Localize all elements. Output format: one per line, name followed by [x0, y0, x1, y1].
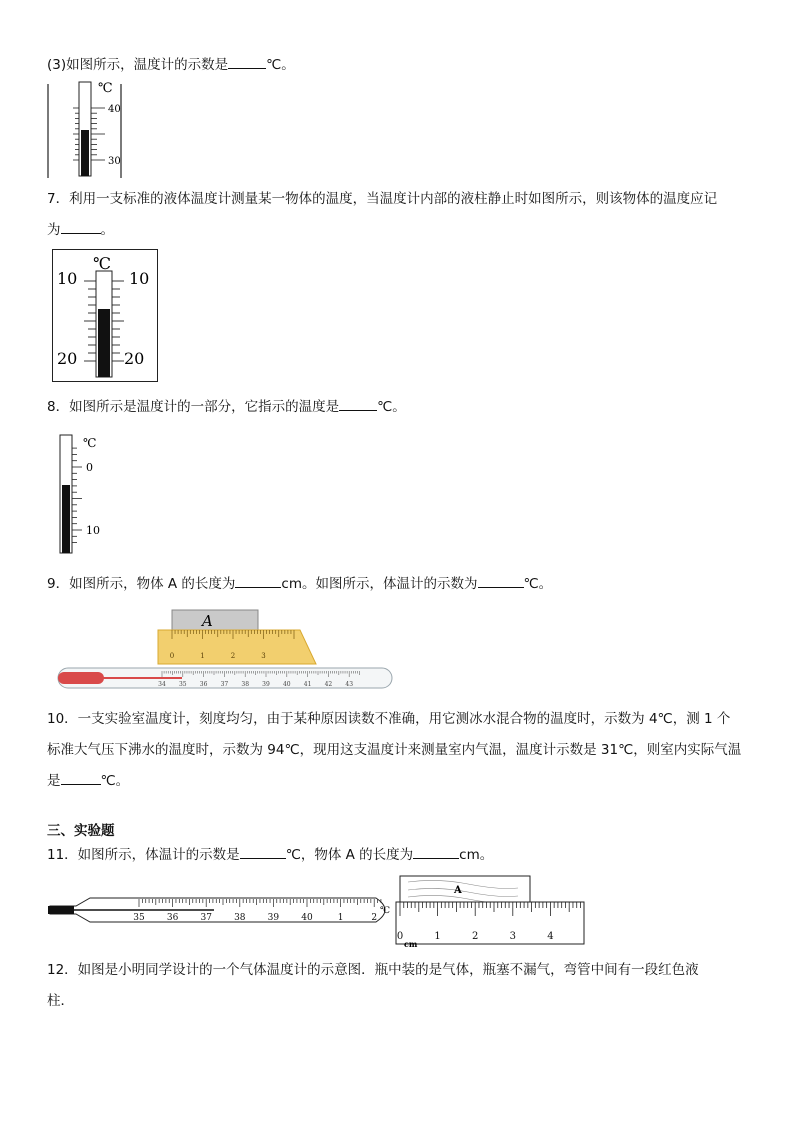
- celsius-unit-label: ℃: [380, 906, 391, 916]
- ruler-label: 0: [169, 652, 175, 660]
- section-title: 三、实验题: [47, 823, 115, 839]
- thermometer-label: 39: [267, 913, 280, 923]
- answer-blank-temperature[interactable]: [240, 846, 286, 859]
- block-a-label: A: [454, 885, 462, 896]
- thermometer-label: 34: [158, 681, 166, 688]
- thermometer-label: 36: [199, 681, 208, 688]
- ruler-label: 4: [547, 931, 554, 942]
- ruler-label: 3: [509, 931, 516, 942]
- q8-text: 8．如图所示是温度计的一部分，它指示的温度是 ℃。: [47, 399, 406, 415]
- q10-line3: 是 ℃。: [47, 773, 130, 789]
- thermometer-label: 2: [371, 913, 378, 923]
- ruler-label: 1: [434, 931, 441, 942]
- answer-blank-temperature[interactable]: [478, 575, 524, 588]
- tick-label-left-20: 20: [57, 349, 78, 368]
- thermometer-label: 43: [345, 681, 354, 688]
- tick-label-10: 10: [86, 524, 100, 537]
- thermometer-label: 42: [324, 681, 333, 688]
- q7-line2: 为 。: [47, 222, 114, 238]
- ruler-label: 0: [396, 931, 404, 942]
- tick-label-0: 0: [86, 461, 93, 474]
- tick-label-right-20: 20: [124, 349, 145, 368]
- answer-blank[interactable]: [339, 398, 377, 411]
- tick-label-40: 40: [108, 104, 121, 115]
- ruler-and-thermometer-figure-q9: [54, 606, 396, 694]
- ruler-label: 2: [472, 931, 479, 942]
- ruler-label: 1: [200, 652, 205, 660]
- thermometer-figure-q8: [50, 433, 110, 555]
- answer-blank[interactable]: [228, 56, 266, 69]
- q7-line1: 7．利用一支标准的液体温度计测量某一物体的温度，当温度计内部的液柱静止时如图所示，则该物体的温度应记: [47, 191, 718, 207]
- block-a-label: A: [202, 612, 213, 630]
- q10-line2: 标准大气压下沸水的温度时，示数为 94℃，现用这支温度计来测量室内气温，温度计示数是 31℃，则室内实际气温: [47, 742, 742, 758]
- thermometer-label: 1: [337, 913, 344, 923]
- thermometer-label: 37: [220, 681, 229, 688]
- tick-label-left-10: 10: [57, 269, 78, 288]
- thermometer-label: 38: [234, 913, 246, 923]
- celsius-unit-label: ℃: [83, 436, 97, 450]
- thermometer-and-ruler-figure-q11: [46, 872, 594, 950]
- q12-line1: 12．如图是小明同学设计的一个气体温度计的示意图．瓶中装的是气体，瓶塞不漏气，弯管中间有一段红色液: [47, 962, 699, 978]
- ruler-unit-label: cm: [404, 939, 418, 949]
- thermometer-figure-q7: [52, 249, 160, 385]
- ruler-label: 2: [230, 652, 236, 660]
- thermometer-label: 40: [301, 913, 313, 923]
- thermometer-label: 41: [303, 681, 312, 688]
- q6-3-text: (3)如图所示，温度计的示数是 ℃。: [47, 57, 295, 73]
- thermometer-label: 38: [241, 681, 250, 688]
- answer-blank[interactable]: [61, 772, 101, 785]
- thermometer-label: 39: [262, 681, 270, 688]
- q11-text: 11．如图所示，体温计的示数是 ℃，物体 A 的长度为 cm。: [47, 847, 494, 863]
- thermometer-label: 35: [178, 681, 187, 688]
- celsius-unit-label: ℃: [93, 254, 111, 273]
- answer-blank-length[interactable]: [235, 575, 281, 588]
- thermometer-label: 35: [133, 913, 145, 923]
- answer-blank[interactable]: [61, 221, 101, 234]
- thermometer-label: 40: [282, 681, 291, 688]
- tick-label-right-10: 10: [129, 269, 150, 288]
- thermometer-label: 37: [200, 913, 212, 923]
- thermometer-figure-q6: [45, 80, 125, 180]
- q12-line2: 柱．: [47, 993, 74, 1009]
- tick-label-30: 30: [108, 156, 121, 167]
- q9-text: 9．如图所示，物体 A 的长度为 cm。如图所示，体温计的示数为 ℃。: [47, 576, 553, 592]
- answer-blank-length[interactable]: [413, 846, 459, 859]
- ruler-label: 3: [261, 652, 266, 660]
- celsius-unit-label: ℃: [98, 81, 113, 96]
- thermometer-label: 36: [166, 913, 179, 923]
- q10-line1: 10．一支实验室温度计，刻度均匀，由于某种原因读数不准确，用它测冰水混合物的温度时，示数为 4℃，测 1 个: [47, 711, 731, 727]
